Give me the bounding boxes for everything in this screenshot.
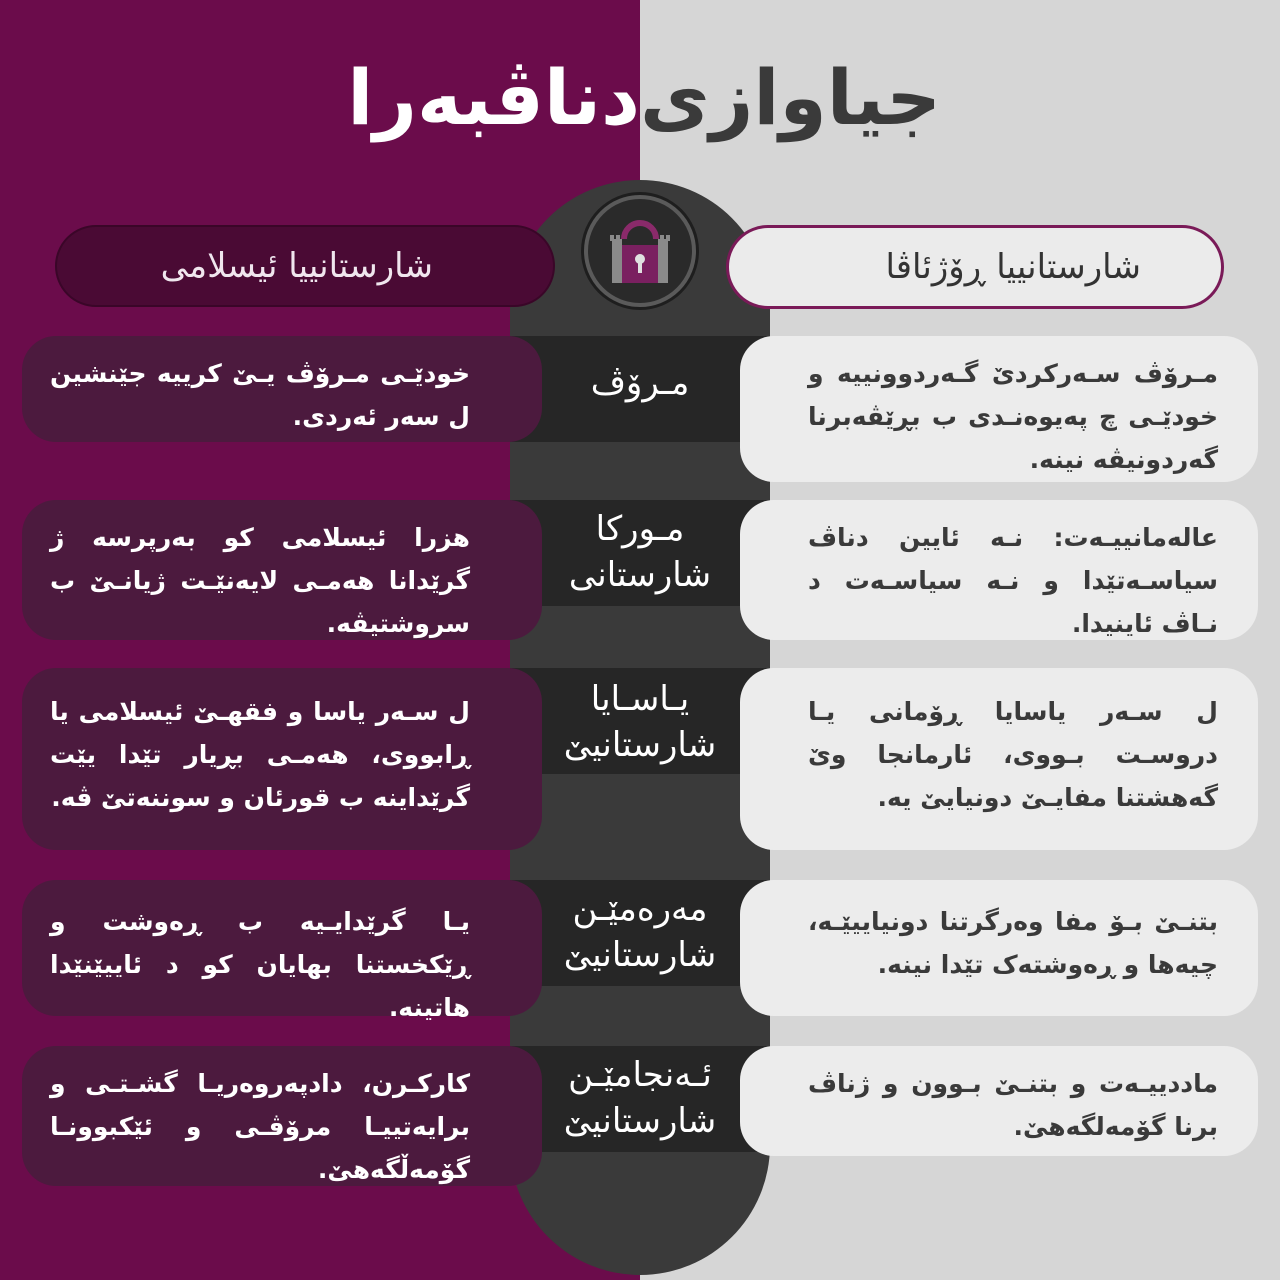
western-text: مـرۆڤ سـەرکردێ گـەردوونییە و خودێـی چ پەیوەنـدی ب بڕێڤەبرنا گەردونیڤە نینە.: [808, 359, 1218, 474]
islamic-card: [22, 336, 542, 442]
western-text: ماددییـەت و بتنـێ بـوون و ژناڤ برنا گۆمەلگەهێ.: [808, 1069, 1218, 1141]
western-text: بتنـێ بـۆ مفا وەرگرتنا دونیاییێـە، چیەها و ڕەوشتەک تێدا نینە.: [808, 907, 1218, 979]
row-label: [510, 886, 770, 978]
western-card: [740, 880, 1258, 1016]
islamic-text: خودێـی مـرۆڤ یـێ کرییە جێنشین ل سەر ئەردی.: [50, 359, 470, 431]
castle-lock-icon: [584, 195, 696, 307]
row-label-line: مـرۆڤ: [590, 363, 690, 403]
western-card: [740, 336, 1258, 482]
row-label-line: ئـەنجامێـن: [568, 1055, 712, 1095]
row-label-line: شارستانیێ: [563, 935, 717, 975]
page-title: [0, 48, 1280, 148]
western-card: [740, 1046, 1258, 1156]
header-label: شارستانییا ڕۆژئاڤا: [885, 247, 1141, 287]
row-label-line: شارستانی: [568, 555, 712, 595]
row-label-line: شارستانیێ: [563, 1101, 717, 1141]
western-civilization-header: [726, 225, 1224, 309]
western-card: [740, 668, 1258, 850]
row-label: [510, 506, 770, 598]
islamic-text: هزرا ئیسلامی کو بەرپرسە ژ گرێدانا هەمـی لایەنێـت ژیانـێ ب سروشتیڤە.: [50, 523, 470, 638]
islamic-text: کارکـرن، دادپەروەریـا گشـتـی و برایەتییـا مرۆڤـی و ئێکبوونـا گۆمەڵگەهێ.: [50, 1069, 470, 1184]
western-text: عالەمانییـەت: نـە ئایین دناڤ سیاسـەتێدا و نـە سیاسـەت د نـاڤ ئاینیدا.: [808, 523, 1218, 638]
row-label-line: یـاسـایا: [590, 679, 690, 719]
islamic-text: یـا گرێدایـیە ب ڕەوشت و ڕێکخستنا بهایان کو د ئاییێنێدا هاتینە.: [50, 907, 470, 1022]
row-label: [510, 676, 770, 768]
islamic-card: [22, 668, 542, 850]
row-label: [510, 360, 770, 406]
islamic-card: [22, 880, 542, 1022]
title-dark-part: جیاوازی: [640, 53, 942, 142]
islamic-text: ل سـەر یاسا و فقهـێ ئیسلامی یا ڕابووی، هەمـی بڕیار تێدا یێت گرێداینە ب قورئان و سوننەتێ ڤە.: [50, 697, 470, 812]
islamic-civilization-header: [55, 225, 555, 307]
title-light-part: دناڤبەرا: [347, 53, 640, 142]
western-text: ل سـەر یاسایا ڕۆمانی یـا دروسـت بـووی، ئارمانجا وێ گەهشتنا مفایـێ دونیایێ یە.: [808, 697, 1218, 812]
islamic-card: [22, 500, 542, 640]
islamic-card: [22, 1046, 542, 1186]
row-label-line: مەرەمێـن: [572, 889, 708, 929]
western-card: [740, 500, 1258, 640]
header-label: شارستانییا ئیسلامی: [160, 246, 433, 286]
logo-graphic: [588, 199, 692, 303]
row-label: [510, 1052, 770, 1144]
row-label-line: شارستانیێ: [563, 725, 717, 765]
row-label-line: مـوركا: [595, 509, 685, 549]
